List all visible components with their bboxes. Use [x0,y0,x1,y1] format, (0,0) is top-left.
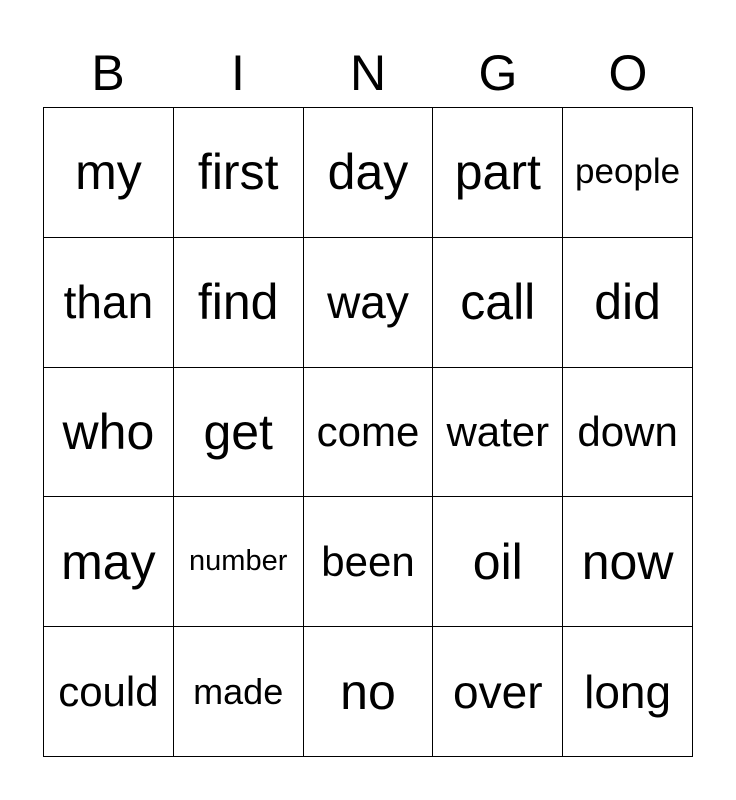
bingo-cell[interactable]: part [433,108,563,238]
bingo-cell[interactable]: made [174,627,304,757]
bingo-cell[interactable]: than [44,238,174,368]
header-letter-g: G [478,45,518,101]
header-letter-i: I [231,45,245,101]
bingo-cell[interactable]: first [174,108,304,238]
bingo-cell[interactable]: could [44,627,174,757]
bingo-cell[interactable]: been [304,497,434,627]
bingo-cell[interactable]: number [174,497,304,627]
bingo-cell[interactable]: oil [433,497,563,627]
bingo-cell[interactable]: get [174,368,304,498]
bingo-cell[interactable]: may [44,497,174,627]
bingo-cell[interactable]: no [304,627,434,757]
header-letter-o: O [608,45,648,101]
bingo-cell[interactable]: way [304,238,434,368]
bingo-cell[interactable]: my [44,108,174,238]
bingo-cell[interactable]: call [433,238,563,368]
bingo-cell[interactable]: water [433,368,563,498]
bingo-header [43,42,693,104]
bingo-cell[interactable]: people [563,108,693,238]
bingo-cell[interactable]: find [174,238,304,368]
bingo-cell[interactable]: did [563,238,693,368]
bingo-cell[interactable]: come [304,368,434,498]
bingo-board [43,107,693,757]
bingo-cell[interactable]: now [563,497,693,627]
bingo-cell[interactable]: down [563,368,693,498]
bingo-cell[interactable]: day [304,108,434,238]
header-letter-n: N [349,45,387,101]
header-letter-b: B [91,45,125,101]
bingo-cell[interactable]: long [563,627,693,757]
bingo-cell[interactable]: over [433,627,563,757]
bingo-cell[interactable]: who [44,368,174,498]
